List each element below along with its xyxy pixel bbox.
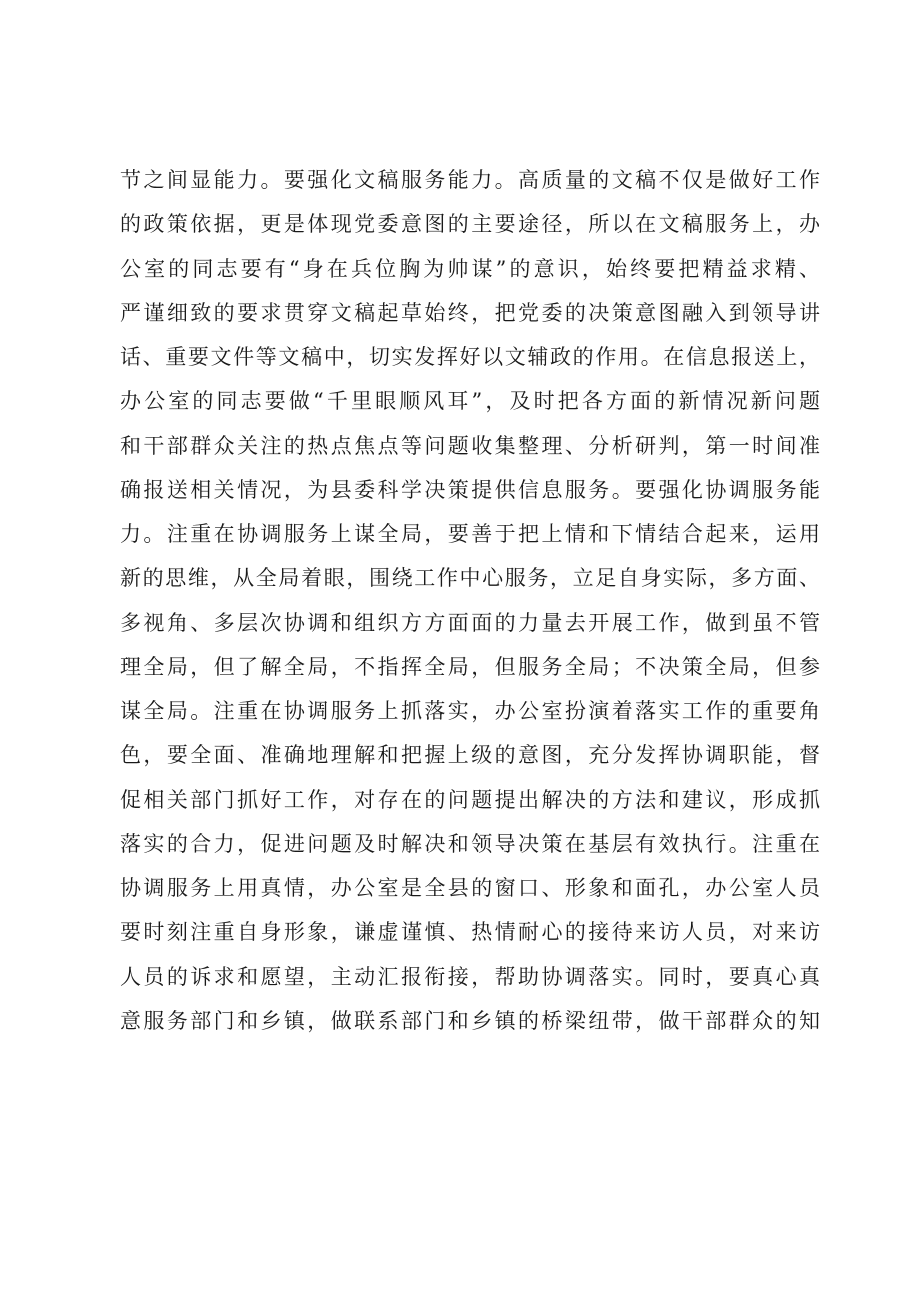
text-line-11: 多视角、多层次协调和组织方方面面的力量去开展工作，做到虽不管 — [120, 610, 820, 635]
text-line-17: 协调服务上用真情，办公室是全县的窗口、形象和面孔，办公室人员 — [120, 876, 820, 900]
text-line-13: 谋全局。注重在协调服务上抓落实，办公室扮演着落实工作的重要角 — [120, 699, 820, 723]
text-line-7: 和干部群众关注的热点焦点等问题收集整理、分析研判，第一时间准 — [120, 433, 820, 458]
text-line-2: 的政策依据，更是体现党委意图的主要途径，所以在文稿服务上，办 — [120, 212, 820, 237]
text-line-1: 节之间显能力。要强化文稿服务能力。高质量的文稿不仅是做好工作 — [120, 168, 820, 192]
text-line-4: 严谨细致的要求贯穿文稿起草始终，把党委的决策意图融入到领导讲 — [120, 300, 820, 325]
text-line-5: 话、重要文件等文稿中，切实发挥好以文辅政的作用。在信息报送上， — [120, 345, 820, 369]
text-line-15: 促相关部门抓好工作，对存在的问题提出解决的方法和建议，形成抓 — [120, 787, 820, 812]
text-line-9: 力。注重在协调服务上谋全局，要善于把上情和下情结合起来，运用 — [120, 522, 820, 546]
text-line-20: 意服务部门和乡镇，做联系部门和乡镇的桥梁纽带，做干部群众的知 — [120, 1008, 820, 1033]
body-text — [120, 158, 820, 1043]
text-line-10: 新的思维，从全局着眼，围绕工作中心服务，立足自身实际，多方面、 — [120, 566, 820, 591]
text-line-6: 办公室的同志要做“千里眼顺风耳”，及时把各方面的新情况新问题 — [120, 389, 820, 414]
text-line-14: 色，要全面、准确地理解和把握上级的意图，充分发挥协调职能，督 — [120, 743, 820, 768]
text-line-3: 公室的同志要有“身在兵位胸为帅谋”的意识，始终要把精益求精、 — [120, 256, 820, 281]
text-line-8: 确报送相关情况，为县委科学决策提供信息服务。要强化协调服务能 — [120, 477, 820, 502]
text-line-12: 理全局，但了解全局，不指挥全局，但服务全局；不决策全局，但参 — [120, 654, 820, 679]
text-line-16: 落实的合力，促进问题及时解决和领导决策在基层有效执行。注重在 — [120, 831, 820, 856]
text-line-19: 人员的诉求和愿望，主动汇报衔接，帮助协调落实。同时，要真心真 — [120, 964, 820, 989]
text-line-18: 要时刻注重自身形象，谦虚谨慎、热情耐心的接待来访人员，对来访 — [120, 920, 820, 945]
